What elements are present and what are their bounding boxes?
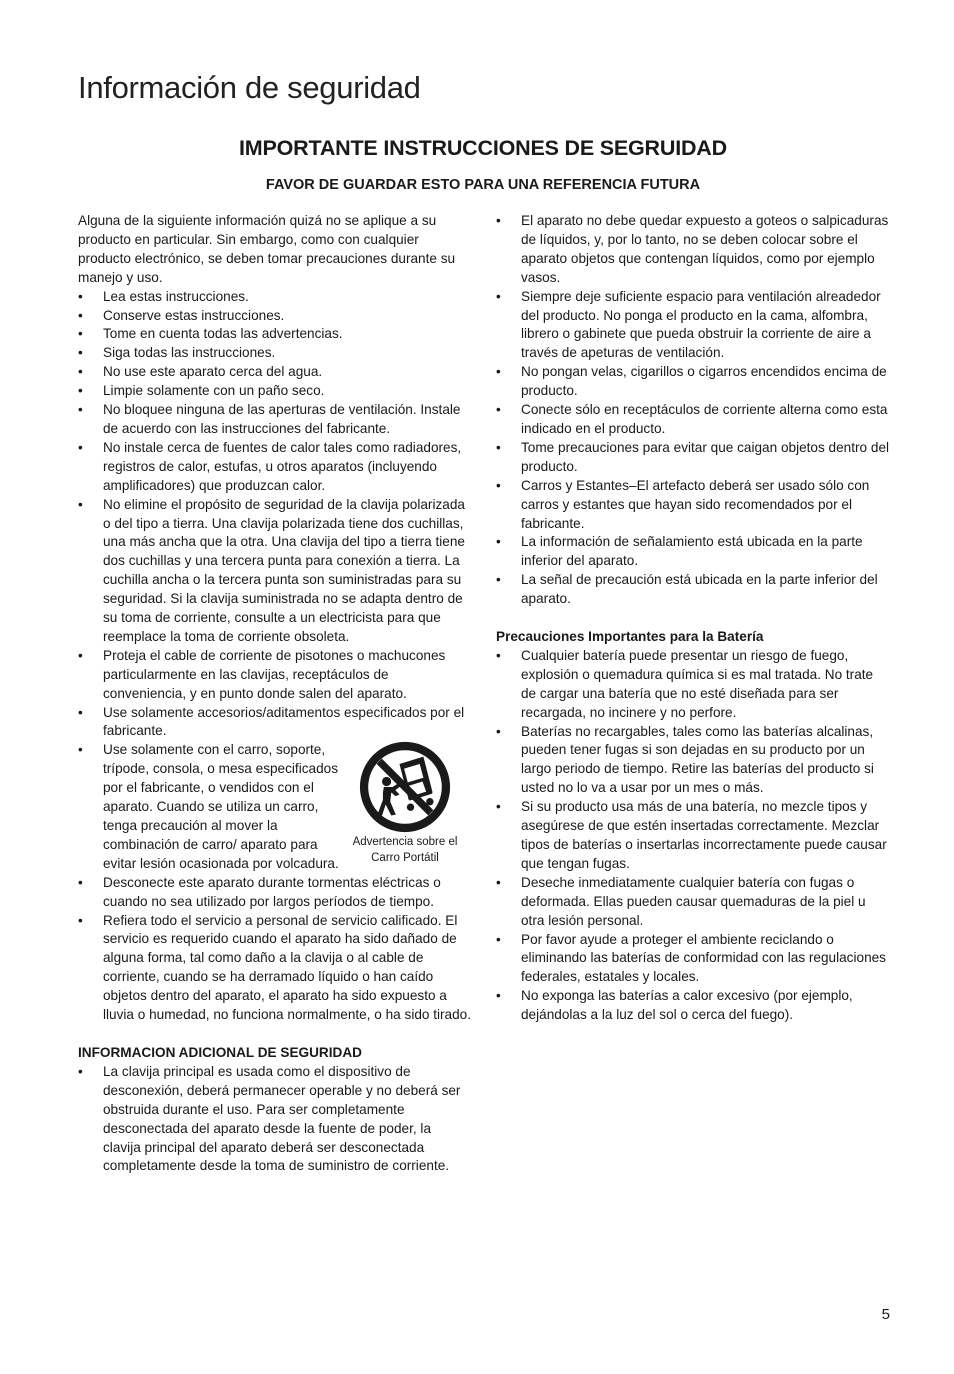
list-item: • Siga todas las instrucciones. bbox=[78, 344, 471, 363]
list-item: • No pongan velas, cigarillos o cigarros encendidos encima de producto. bbox=[496, 363, 890, 401]
additional-safety-list bbox=[78, 1063, 471, 1176]
list-item: • Baterías no recargables, tales como las baterías alcalinas, pueden tener fugas si son dejadas en su producto por un largo periodo de tiempo. Retire las baterías del producto si usted no lo va a usar por un mes o más. bbox=[496, 723, 890, 799]
list-item: • No instale cerca de fuentes de calor tales como radiadores, registros de calor, estufas, u otros aparatos (incluyendo amplificadores) que produzcan calor. bbox=[78, 439, 471, 496]
safety-list bbox=[78, 288, 471, 1025]
main-heading: IMPORTANTE INSTRUCCIONES DE SEGRUIDAD bbox=[239, 136, 727, 160]
list-item: • Carros y Estantes–El artefacto deberá ser usado sólo con carros y estantes que hayan sido recomendados por el fabricante. bbox=[496, 477, 890, 534]
list-item: • Limpie solamente con un paño seco. bbox=[78, 382, 471, 401]
list-item: • Desconecte este aparato durante tormentas eléctricas o cuando no sea utilizado por largos períodos de tiempo. bbox=[78, 874, 471, 912]
list-item: • Conecte sólo en receptáculos de corriente alterna como esta indicado en el producto. bbox=[496, 401, 890, 439]
page-title: Información de seguridad bbox=[78, 70, 421, 105]
cart-warning-figure bbox=[339, 741, 471, 866]
list-item: • Tome precauciones para evitar que caigan objetos dentro del producto. bbox=[496, 439, 890, 477]
intro-paragraph: Alguna de la siguiente información quizá no se aplique a su producto en particular. Sin embargo, como con cualquier producto electrónico, se deben tomar precauciones durante su manejo y uso. bbox=[78, 213, 456, 285]
list-item: • No bloquee ninguna de las aperturas de ventilación. Instale de acuerdo con las instrucciones del fabricante. bbox=[78, 401, 471, 439]
sub-heading: FAVOR DE GUARDAR ESTO PARA UNA REFERENCIA FUTURA bbox=[265, 177, 701, 193]
list-item: • Use solamente accesorios/aditamentos especificados por el fabricante. bbox=[78, 704, 471, 742]
list-item: • Proteja el cable de corriente de pisotones o machucones particularmente en las clavijas, receptáculos de conveniencia, y en punto donde salen del aparato. bbox=[78, 647, 471, 704]
left-column bbox=[78, 212, 471, 1176]
battery-precautions-heading: Precauciones Importantes para la Batería bbox=[496, 629, 764, 645]
page-number: 5 bbox=[881, 1306, 890, 1323]
list-item: • No use este aparato cerca del agua. bbox=[78, 363, 471, 382]
list-item: • Refiera todo el servicio a personal de servicio calificado. El servicio es requerido cuando el aparato ha sido dañado de alguna forma, tal como daño a la clavija o al cable de corriente, cuando se ha derramado líquido o han caído objetos dentro del aparato, el aparato ha sido expuesto a lluvia o humedad, no funciona normalmente, o ha sido tirado. bbox=[78, 912, 471, 1025]
list-item: • La clavija principal es usada como el dispositivo de desconexión, deberá permanecer operable y no deberá ser obstruida durante el uso. Para ser completamente desconectada del aparato desde la fuente de poder, la clavija principal del aparato deberá ser desconectada completamente desde la toma de suministro de corriente. bbox=[78, 1063, 471, 1176]
list-item: • El aparato no debe quedar expuesto a goteos o salpicaduras de líquidos, y, por lo tanto, no se deben colocar sobre el aparato objetos que contengan líquidos, como por ejemplo vasos. bbox=[496, 212, 890, 288]
list-item: • Tome en cuenta todas las advertencias. bbox=[78, 325, 471, 344]
list-item: • Si su producto usa más de una batería, no mezcle tipos y asegúrese de que estén insertadas correctamente. Mezclar tipos de baterías o insertarlas incorrectamente puede causar que tengan fugas. bbox=[496, 798, 890, 874]
cart-list-item bbox=[78, 741, 471, 873]
list-item: • No elimine el propósito de seguridad de la clavija polarizada o del tipo a tierra. Una clavija polarizada tiene dos cuchillas, una más ancha que la otra. Una clavija del tipo a tierra tiene dos cuchillas y una tercera punta para conexión a tierra. La cuchilla ancha o la tercera punta son suministradas para su seguridad. Si la clavija suministrada no se adapta dentro de su toma de corriente, consulte a un electricista para que reemplace la toma de corriente obsoleta. bbox=[78, 496, 471, 647]
safety-list-continued bbox=[496, 212, 890, 609]
list-item: • Siempre deje suficiente espacio para ventilación alreadedor del producto. No ponga el producto en la cama, alfombra, librero o gabinete que pueda obstruir la corriente de aire a través de apeturas de ventilación. bbox=[496, 288, 890, 364]
list-item: • No exponga las baterías a calor excesivo (por ejemplo, dejándolas a la luz del sol o cerca del fuego). bbox=[496, 987, 890, 1025]
battery-list bbox=[496, 647, 890, 1025]
list-item: • La información de señalamiento está ubicada en la parte inferior del aparato. bbox=[496, 533, 890, 571]
list-item: • Por favor ayude a proteger el ambiente reciclando o eliminando las baterías de conformidad con las regulaciones federales, estatales y locales. bbox=[496, 931, 890, 988]
list-item: • Conserve estas instrucciones. bbox=[78, 307, 471, 326]
additional-safety-heading: INFORMACION ADICIONAL DE SEGURIDAD bbox=[78, 1044, 362, 1060]
list-item: • Deseche inmediatamente cualquier batería con fugas o deformada. Ellas pueden causar quemaduras de la piel u otra lesión personal. bbox=[496, 874, 890, 931]
cart-tip-over-warning-icon bbox=[359, 741, 451, 833]
list-item: • La señal de precaución está ubicada en la parte inferior del aparato. bbox=[496, 571, 890, 609]
list-item: • Cualquier batería puede presentar un riesgo de fuego, explosión o quemadura química si es mal tratada. No trate de cargar una batería que no esté diseñada para ser recargada, no incinere y no perfore. bbox=[496, 647, 890, 723]
list-item: • Lea estas instrucciones. bbox=[78, 288, 471, 307]
cart-warning-caption: Advertencia sobre el Carro Portátil bbox=[352, 836, 458, 864]
right-column bbox=[496, 212, 890, 1025]
cart-item-text: • Use solamente con el carro, soporte, trípode, consola, o mesa especificados por el fabricante, o vendidos con el aparato. Cuando se utiliza un carro, tenga precaución al mover la combinación de carro/ aparato para evitar lesión ocasionada por volcadura. bbox=[103, 742, 339, 871]
